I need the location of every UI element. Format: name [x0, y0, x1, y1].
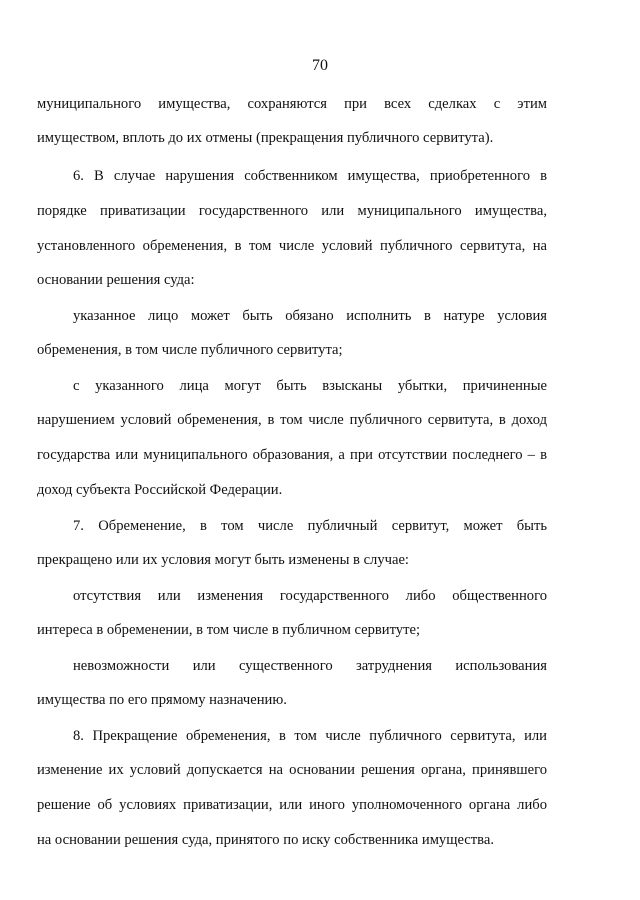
- text-line: решение об условиях приватизации, или иного уполномоченного органа либо: [37, 797, 547, 813]
- text-line: доход субъекта Российской Федерации.: [37, 482, 283, 498]
- paragraph-first-line: невозможности или существенного затруднения использования: [73, 658, 547, 674]
- text-line: изменение их условий допускается на основании решения органа, принявшего: [37, 762, 547, 778]
- text-line: прекращено или их условия могут быть изменены в случае:: [37, 552, 409, 568]
- text-line: муниципального имущества, сохраняются при всех сделках с этим: [37, 96, 547, 112]
- paragraph-first-line: с указанного лица могут быть взысканы убытки, причиненные: [73, 378, 547, 394]
- text-line: интереса в обременении, в том числе в публичном сервитуте;: [37, 622, 421, 638]
- text-line: имуществом, вплоть до их отмены (прекращения публичного сервитута).: [37, 130, 494, 146]
- paragraph-first-line: 7. Обременение, в том числе публичный сервитут, может быть: [73, 518, 547, 534]
- text-line: государства или муниципального образования, а при отсутствии последнего – в: [37, 447, 547, 463]
- text-line: на основании решения суда, принятого по иску собственника имущества.: [37, 832, 494, 848]
- page-number: 70: [312, 57, 328, 74]
- text-line: обременения, в том числе публичного сервитута;: [37, 342, 343, 358]
- paragraph-first-line: отсутствия или изменения государственного либо общественного: [73, 588, 547, 604]
- text-line: порядке приватизации государственного или муниципального имущества,: [37, 203, 547, 219]
- paragraph-first-line: 6. В случае нарушения собственником имущества, приобретенного в: [73, 168, 547, 184]
- text-line: основании решения суда:: [37, 272, 195, 288]
- paragraph-first-line: указанное лицо может быть обязано исполнить в натуре условия: [73, 308, 547, 324]
- text-line: имущества по его прямому назначению.: [37, 692, 287, 708]
- text-line: нарушением условий обременения, в том числе публичного сервитута, в доход: [37, 412, 547, 428]
- paragraph-first-line: 8. Прекращение обременения, в том числе публичного сервитута, или: [73, 728, 547, 744]
- text-line: установленного обременения, в том числе условий публичного сервитута, на: [37, 238, 547, 254]
